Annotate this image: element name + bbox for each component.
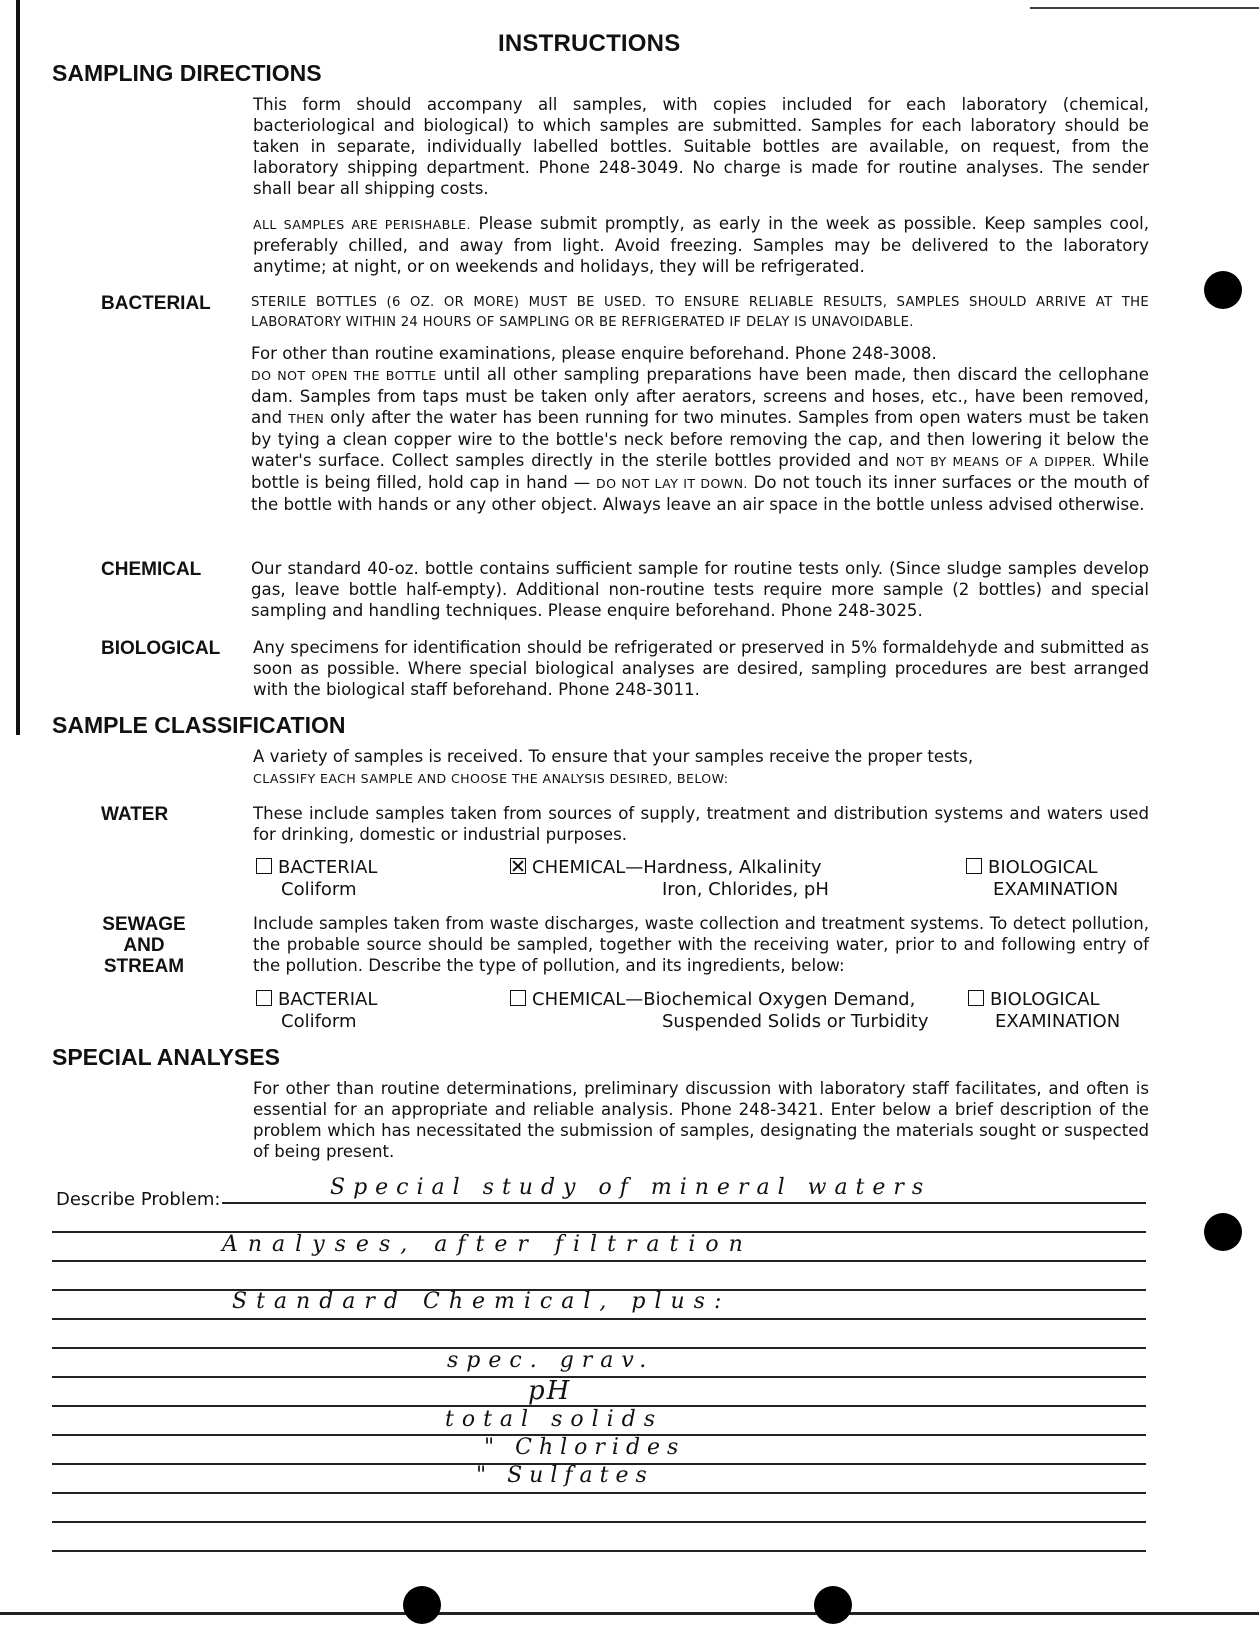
perishable-text: Please submit promptly, as early in the week as possible. Keep samples cool, preferably chilled, and away from light. Avoid freezing. Samples may be delivered to the laboratory anytime; at night, or on weekends and holidays, they will be refrigerated.: [253, 214, 1149, 276]
bacterial-label: BACTERIAL: [101, 293, 211, 314]
bacterial-c3: NOT BY MEANS OF A DIPPER.: [895, 454, 1096, 469]
checkbox-icon[interactable]: [968, 990, 984, 1006]
checkbox-icon[interactable]: [256, 858, 272, 874]
bacterial-p1: For other than routine examinations, please enquire beforehand. Phone 248-3008.: [251, 344, 937, 363]
handwritten-line: spec. grav.: [447, 1348, 655, 1373]
write-line: [52, 1260, 1146, 1262]
sample-classification-heading: SAMPLE CLASSIFICATION: [52, 712, 346, 738]
punch-hole: [1204, 271, 1242, 309]
checkbox-icon[interactable]: [510, 990, 526, 1006]
write-line: [52, 1550, 1146, 1552]
write-line: [222, 1202, 1146, 1204]
handwritten-line: pH: [528, 1376, 572, 1406]
classification-paragraph: [253, 746, 1149, 789]
page-title: INSTRUCTIONS: [498, 30, 681, 57]
bacterial-p2: until all other sampling preparations have been made, then discard the cellophane dam. Samples from taps must be taken only after aerators, screens and hoses, etc., have been removed, and: [251, 365, 1149, 427]
bacterial-caps-notice: STERILE BOTTLES (6 OZ. OR MORE) MUST BE USED. TO ENSURE RELIABLE RESULTS, SAMPLES SHOULD ARRIVE AT THE LABORATORY WITHIN 24 HOURS OF SAMPLING OR BE REFRIGERATED IF DELAY IS UNAVOIDABLE.: [251, 295, 1149, 330]
handwritten-line: Standard Chemical, plus:: [232, 1289, 731, 1314]
bacterial-p4: While bottle is being filled, hold cap in hand —: [251, 451, 1149, 492]
perishable-caps: ALL SAMPLES ARE PERISHABLE.: [253, 217, 471, 232]
checkbox-icon[interactable]: [966, 858, 982, 874]
write-line: [52, 1492, 1146, 1494]
checked-checkbox-icon[interactable]: [510, 858, 526, 874]
sewage-option-biological[interactable]: BIOLOGICAL EXAMINATION: [968, 989, 1120, 1033]
sampling-intro: This form should accompany all samples, with copies included for each laboratory (chemical, bacteriological and biological) to which samples are submitted. Samples for each laboratory should be taken in separate, individually labelled bottles. Suitable bottles are available, on request, from the laboratory shipping department. Phone 248-3049. No charge is made for routine analyses. The sender shall bear all shipping costs.: [253, 95, 1149, 198]
punch-hole: [814, 1586, 852, 1624]
bacterial-c2: THEN: [288, 411, 325, 426]
bottom-edge-rule: [0, 1612, 1259, 1615]
punch-hole: [1204, 1213, 1242, 1251]
sewage-paragraph: Include samples taken from waste discharges, waste collection and treatment systems. To detect pollution, the probable source should be sampled, together with the receiving water, prior to and following entry of the pollution. Describe the type of pollution, and its ingredients, below:: [253, 914, 1149, 975]
water-option-chemical[interactable]: CHEMICAL—Hardness, Alkalinity Iron, Chlorides, pH: [510, 857, 829, 901]
write-line: [52, 1376, 1146, 1378]
bacterial-paragraph: [251, 343, 1149, 515]
handwritten-line: " Chlorides: [484, 1435, 686, 1460]
punch-hole: [403, 1586, 441, 1624]
sewage-label: SEWAGE AND STREAM: [102, 914, 186, 977]
left-margin-line: [16, 0, 20, 735]
handwritten-line: " Sulfates: [476, 1463, 654, 1488]
sewage-option-chemical[interactable]: CHEMICAL—Biochemical Oxygen Demand, Suspended Solids or Turbidity: [510, 989, 929, 1033]
biological-label: BIOLOGICAL: [101, 638, 221, 659]
bacterial-c1: DO NOT OPEN THE BOTTLE: [251, 368, 437, 383]
chemical-label: CHEMICAL: [101, 559, 202, 580]
bacterial-p5: Do not touch its inner surfaces or the mouth of the bottle with hands or any other object. Always leave an air space in the bottle unless advised otherwise.: [251, 473, 1150, 514]
special-analyses-paragraph: For other than routine determinations, preliminary discussion with laboratory staff facilitates, and often is essential for an appropriate and reliable analysis. Phone 248-3421. Enter below a brief description of the problem which has necessitated the submission of samples, designating the materials sought or suspected of being present.: [253, 1079, 1149, 1161]
write-line: [52, 1521, 1146, 1523]
handwritten-line: Special study of mineral waters: [330, 1175, 932, 1200]
handwritten-line: total solids: [445, 1407, 664, 1432]
biological-paragraph: Any specimens for identification should be refrigerated or preserved in 5% formaldehyde and submitted as soon as possible. Where special biological analyses are desired, sampling procedures are best arranged with the biological staff beforehand. Phone 248-3011.: [253, 638, 1149, 699]
water-paragraph: These include samples taken from sources of supply, treatment and distribution systems and waters used for drinking, domestic or industrial purposes.: [253, 804, 1149, 844]
classification-intro-caps: CLASSIFY EACH SAMPLE AND CHOOSE THE ANALYSIS DESIRED, BELOW:: [253, 771, 729, 786]
top-right-rule: [1030, 7, 1259, 9]
water-option-bacterial[interactable]: BACTERIAL Coliform: [256, 857, 377, 901]
water-option-biological[interactable]: BIOLOGICAL EXAMINATION: [966, 857, 1118, 901]
water-label: WATER: [101, 804, 169, 825]
describe-problem-label: Describe Problem:: [56, 1189, 221, 1210]
handwritten-line: Analyses, after filtration: [222, 1232, 753, 1257]
checkbox-icon[interactable]: [256, 990, 272, 1006]
chemical-paragraph: Our standard 40-oz. bottle contains sufficient sample for routine tests only. (Since sludge samples develop gas, leave bottle half-empty). Additional non-routine tests require more sample (2 bottles) and special sampling and handling techniques. Please enquire beforehand. Phone 248-3025.: [251, 559, 1149, 620]
sewage-option-bacterial[interactable]: BACTERIAL Coliform: [256, 989, 377, 1033]
classification-intro: A variety of samples is received. To ensure that your samples receive the proper tests,: [253, 747, 974, 766]
bacterial-p3: only after the water has been running for two minutes. Samples from open waters must be taken by tying a clean copper wire to the bottle's neck before removing the cap, and then lowering it below the water's surface. Collect samples directly in the sterile bottles provided and: [251, 408, 1149, 470]
special-analyses-heading: SPECIAL ANALYSES: [52, 1044, 280, 1070]
bacterial-c4: DO NOT LAY IT DOWN.: [596, 476, 748, 491]
perishable-paragraph: [253, 213, 1149, 277]
sampling-directions-heading: SAMPLING DIRECTIONS: [52, 60, 322, 86]
write-line: [52, 1318, 1146, 1320]
